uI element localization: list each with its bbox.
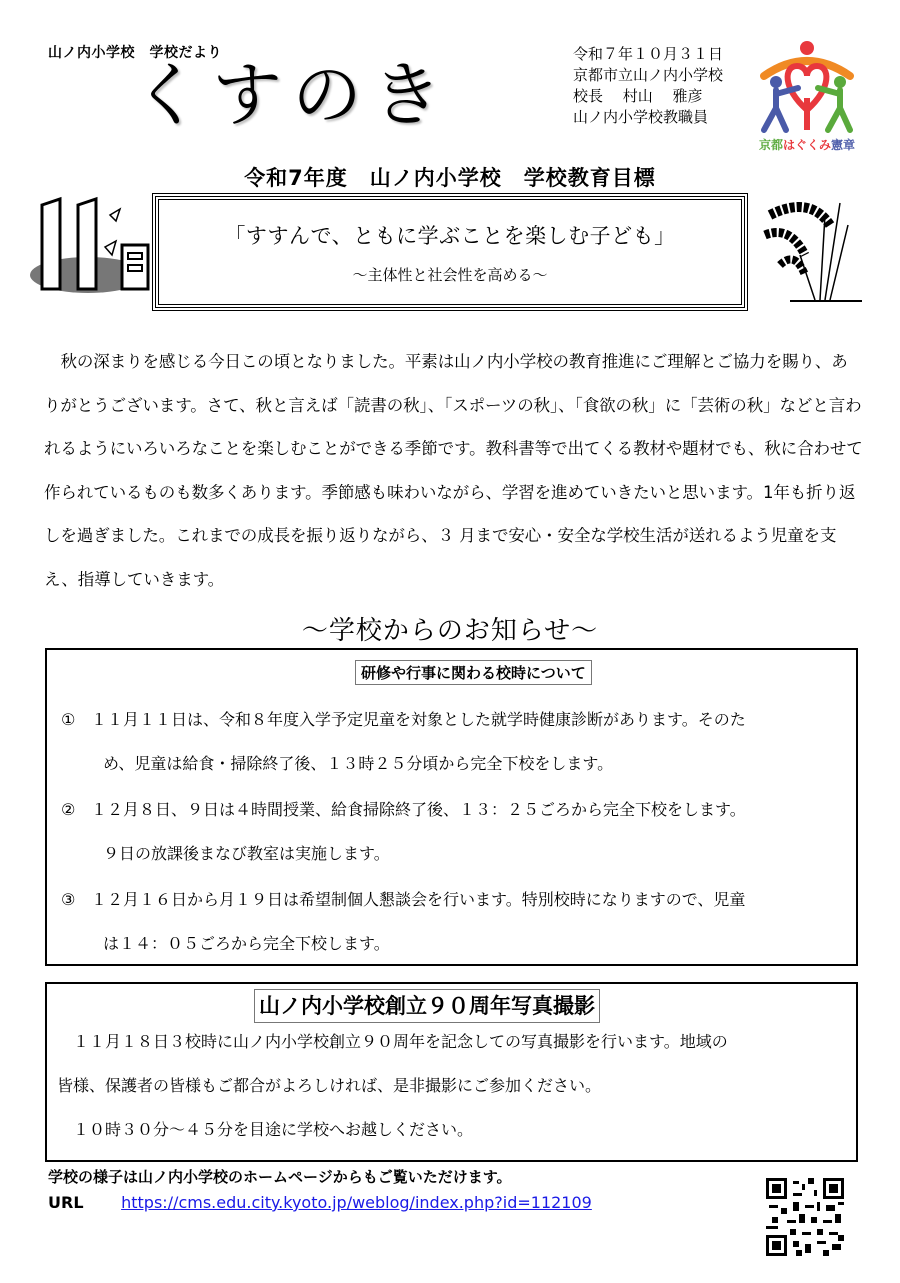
month-badge xyxy=(30,195,155,295)
qr-code[interactable] xyxy=(766,1178,844,1256)
hagukumi-emblem-icon xyxy=(752,38,862,133)
schedule-notice-box xyxy=(45,648,858,966)
anniversary-photo-text: １１月１８日３校時に山ノ内小学校創立９０周年を記念しての写真撮影を行います。地域の 皆様、保護者の皆様もご都合がよろしければ、是非撮影にご参加ください。 １０時３０分～４５分を目途に学校へお越しください。 xyxy=(57,1032,728,1139)
schedule-notice-title: 研修や行事に関わる校時について xyxy=(355,660,592,685)
staff-label: 山ノ内小学校教職員 xyxy=(573,108,709,126)
kyoto-hagukumi-logo xyxy=(752,38,862,153)
issue-date: 令和７年１０月３１日 xyxy=(573,45,724,63)
school-homepage-link[interactable]: https://cms.edu.city.kyoto.jp/weblog/index.php?id=112109 xyxy=(121,1193,592,1212)
education-goal-box xyxy=(155,196,745,308)
url-line xyxy=(48,1193,592,1212)
newsletter-title: くすのき xyxy=(132,54,452,136)
notice-item: ① １１月１１日は、令和８年度入学予定児童を対象とした就学時健康診断があります。そのた め、児童は給食・掃除終了後、１３時２５分頃から完全下校をします。 xyxy=(61,710,746,773)
notice-item: ② １２月８日、９日は４時間授業、給食掃除終了後、１３：２５ごろから完全下校をします。 ９日の放課後まなび教室は実施します。 xyxy=(61,800,746,863)
november-badge-icon xyxy=(30,195,155,295)
newsletter-label: 山ノ内小学校 学校だより xyxy=(48,45,222,61)
rice-plant-icon xyxy=(750,195,865,305)
homepage-note: 学校の様子は山ノ内小学校のホームページからもご覧いただけます。 xyxy=(48,1168,512,1186)
goal-sub-text: ～主体性と社会性を高める～ xyxy=(352,266,548,284)
notices-heading: ～学校からのお知らせ～ xyxy=(301,616,599,646)
notice-item: ③ １２月１６日から月１９日は希望制個人懇談会を行います。特別校時になりますので、児童 は１４：０５ごろから完全下校します。 xyxy=(61,890,746,953)
qr-code-icon xyxy=(766,1178,844,1256)
anniversary-photo-box xyxy=(45,982,858,1162)
rice-plant-illustration xyxy=(750,195,865,305)
greeting-text: 秋の深まりを感じる今日この頃となりました。平素は山ノ内小学校の教育推進にご理解とご協力を賜り、ありがとうございます。さて、秋と言えば「読書の秋」、「スポーツの秋」、「食欲の秋」に「芸術の秋」などと言われるようにいろいろなことを楽しむことができる季節です。教科書等で出てくる教材や題材でも、秋に合わせて作られているものも数多くあります。季節感も味わいながら、学習を進めていきたいと思います。1年も折り返しを過ぎました。これまでの成長を振り返りながら、３ 月まで安心・安全な学校生活が送れるよう児童を支え、指導していきます。 xyxy=(44,352,863,589)
greeting-paragraph xyxy=(44,340,864,601)
url-label: URL xyxy=(48,1193,84,1212)
goal-main-text: 「すすんで、ともに学ぶことを楽しむ子ども」 xyxy=(224,224,676,248)
education-goal-heading: 令和7年度 山ノ内小学校 学校教育目標 xyxy=(244,166,656,190)
principal-name: 校長 村山 雅彦 xyxy=(573,87,703,105)
school-name: 京都市立山ノ内小学校 xyxy=(573,66,724,84)
issuer-info xyxy=(573,44,723,128)
logo-caption: 京都はぐくみ憲章 xyxy=(758,138,856,152)
anniversary-photo-title: 山ノ内小学校創立９０周年写真撮影 xyxy=(254,989,600,1023)
